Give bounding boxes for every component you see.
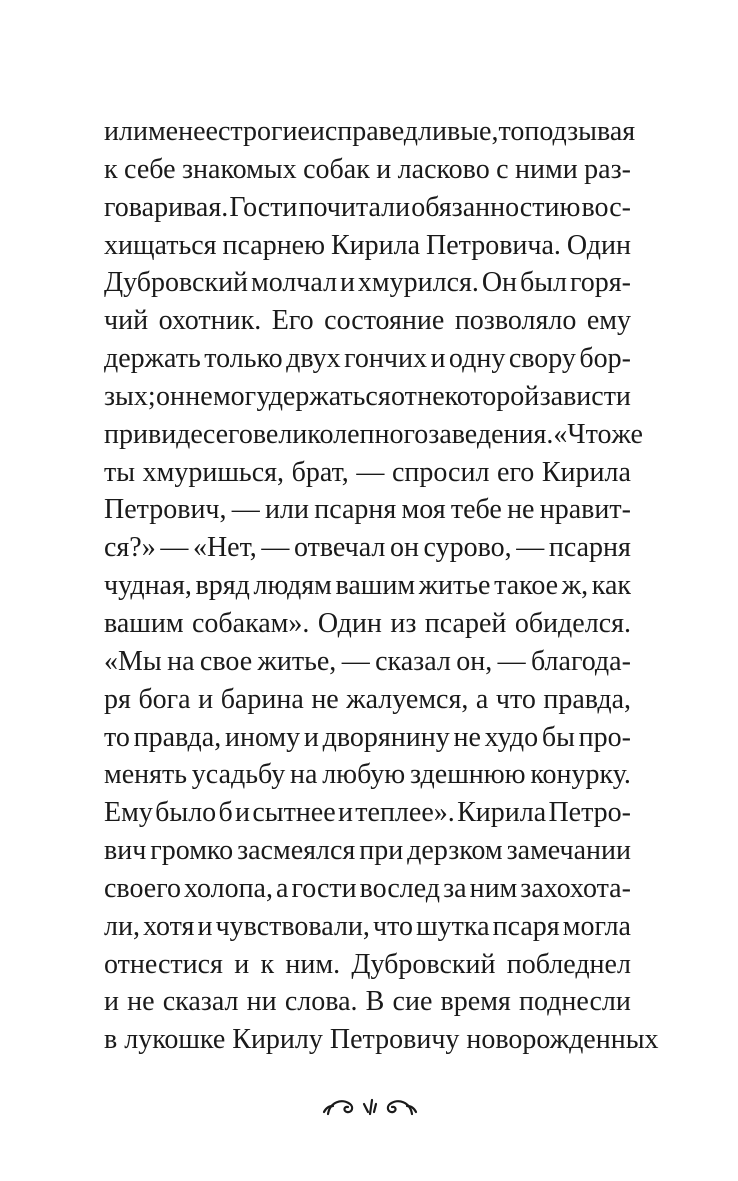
text-line: своего холопа, а гости вослед за ним захохота- xyxy=(104,872,631,904)
text-line: Ему было б и сытнее и теплее». Кирила Петро- xyxy=(104,797,631,829)
text-line: при виде сего великолепного заведения. «Что же xyxy=(104,418,643,450)
text-line: ли, хотя и чувствовали, что шутка псаря могла xyxy=(104,910,631,942)
decorative-ornament-icon xyxy=(320,1088,420,1118)
text-line: держать только двух гончих и одну свору бор- xyxy=(104,343,631,375)
text-line: то правда, иному и дворянину не худо бы про- xyxy=(104,721,631,753)
text-line: и не сказал ни слова. В сие время поднесли xyxy=(104,986,631,1018)
body-text xyxy=(104,113,659,1059)
text-line: ты хмуришься, брат, — спросил его Кирила xyxy=(104,456,631,488)
text-line: чий охотник. Его состояние позволяло ему xyxy=(104,305,631,337)
text-line: или менее строгие и справедливые, то подзывая xyxy=(104,116,636,147)
text-line: вашим собакам». Один из псарей обиделся. xyxy=(104,607,631,639)
text-line: Дубровский молчал и хмурился. Он был горя- xyxy=(104,267,631,299)
text-line: ся?» — «Нет, — отвечал он сурово, — псарня xyxy=(104,532,631,564)
text-line: вич громко засмеялся при дерзком замечании xyxy=(104,835,631,867)
text-line: говаривая. Гости почитали обязанностию вос- xyxy=(104,191,631,223)
text-line: хищаться псарнею Кирила Петровича. Один xyxy=(104,229,631,261)
text-line: ря бога и барина не жалуемся, а что правда, xyxy=(104,683,631,715)
text-line: отнестися и к ним. Дубровский побледнел xyxy=(104,948,631,980)
text-line: к себе знакомых собак и ласково с ними раз- xyxy=(104,153,631,185)
text-line: менять усадьбу на любую здешнюю конурку. xyxy=(104,759,631,791)
text-line: зых; он не мог удержаться от некоторой зависти xyxy=(104,380,631,412)
text-line: в лукошке Кирилу Петровичу новорожденных xyxy=(104,1024,659,1056)
text-line: Петрович, — или псарня моя тебе не нравит- xyxy=(104,494,631,526)
text-line: чудная, вряд людям вашим житье такое ж, как xyxy=(104,570,631,602)
text-line: «Мы на свое житье, — сказал он, — благода- xyxy=(104,645,631,677)
